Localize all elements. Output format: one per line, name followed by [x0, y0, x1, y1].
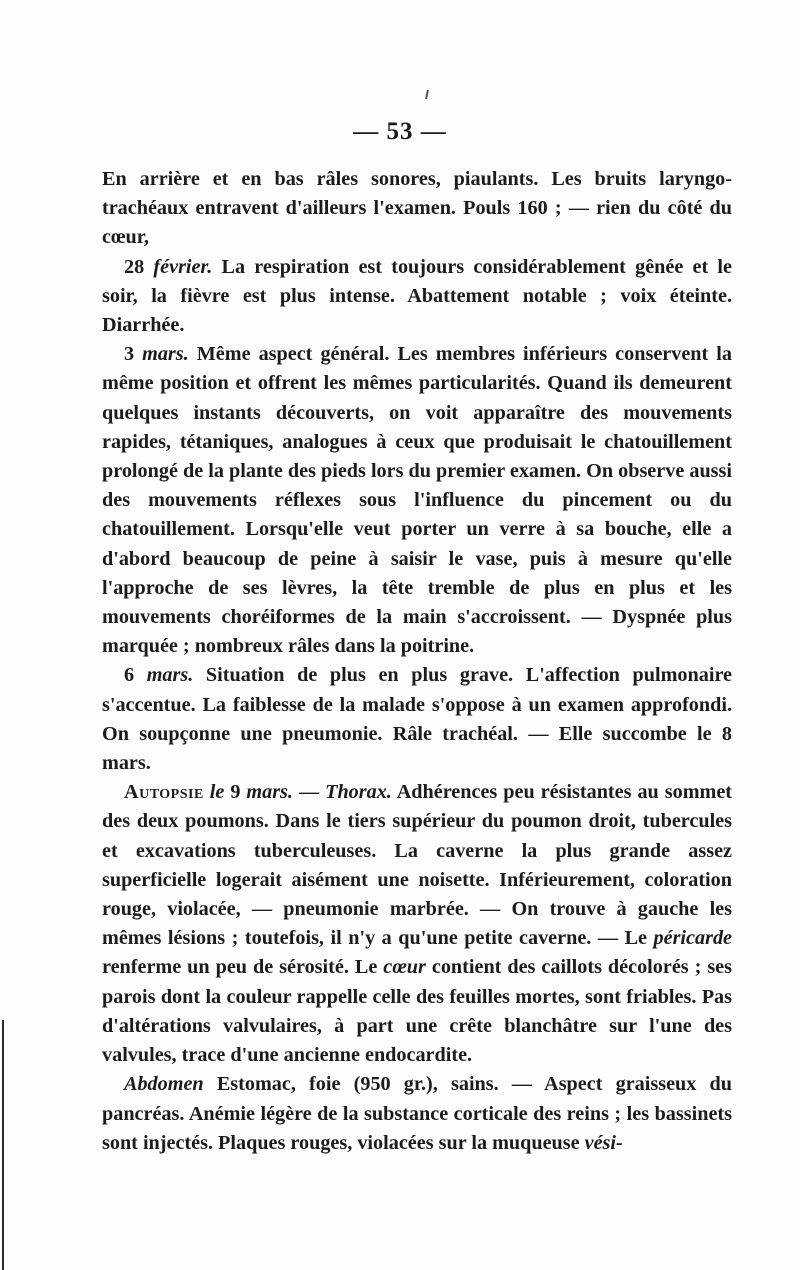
text-run: 9: [224, 781, 247, 804]
text-run: Situation de plus en plus grave. L'affection pulmonaire s'accentue. La faiblesse de la malade s'oppose à un examen approfondi. On soupçonne une pneumonie. Râle trachéal. — Elle succombe le 8 mars.: [102, 664, 733, 775]
text-run: mars.: [146, 664, 194, 687]
paragraph: [102, 253, 732, 341]
body-text: [102, 165, 732, 1158]
text-run: La respiration est toujours considérablement gênée et le soir, la fièvre est plus intense. Abattement notable ; voix éteinte. Diarrhée.: [102, 255, 733, 337]
page-number: — 53 —: [353, 118, 447, 145]
paragraph: [102, 340, 732, 661]
text-run: Thorax.: [325, 781, 392, 804]
text-run: mars.: [246, 781, 293, 804]
text-run: renferme un peu de sérosité. Le: [102, 956, 384, 979]
text-run: vési-: [584, 1131, 623, 1154]
text-run: —: [292, 781, 326, 804]
text-run: cœur: [383, 956, 426, 979]
text-run: Autopsie: [124, 781, 204, 804]
text-run: février.: [153, 255, 213, 278]
text-run: mars.: [142, 343, 189, 366]
text-run: Même aspect général. Les membres inférieurs conservent la même position et offrent les mêmes particularités. Quand ils demeurent quelques instants découverts, on voit apparaître des mouvements rapides, tétaniques, analogues à ceux que produisait le chatouillement prolongé de la plante des pieds lors du premier examen. On observe aussi des mouvements réflexes sous l'influence du pincement ou du chatouillement. Lorsqu'elle veut porter un verre à sa bouche, elle a d'abord beaucoup de peine à saisir le vase, puis à mesure qu'elle l'approche de ses lèvres, la tête tremble de plus en plus et les mouvements choréiformes de la main s'accroissent. — Dyspnée plus marquée ; nombreux râles dans la poitrine.: [102, 343, 732, 658]
text-run: 3: [124, 343, 143, 366]
text-run: Estomac, foie (950 gr.), sains. — Aspect graisseux du pancréas. Anémie légère de la substance corticale des reins ; les bassinets sont injectés. Plaques rouges, violacées sur la muqueuse: [102, 1073, 732, 1154]
text-run: Abdomen: [124, 1073, 204, 1096]
text-run: 6: [124, 664, 147, 687]
text-run: Adhérences peu résistantes au sommet des deux poumons. Dans le tiers supérieur du poumon droit, tubercules et excavations tuberculeuses. La caverne la plus grande assez superficielle logerait aisément une noisette. Inférieurement, coloration rouge, violacée, — pneumonie marbrée. — On trouve à gauche les mêmes lésions ; toutefois, il n'y a qu'une petite caverne. — Le: [102, 781, 733, 950]
paragraph: [102, 165, 732, 253]
text-run: 28: [124, 255, 154, 278]
page-edge-line: [2, 1020, 4, 1270]
text-run: En arrière et en bas râles sonores, piaulants. Les bruits laryngo-trachéaux entravent d'ailleurs l'examen. Pouls 160 ; — rien du côté du cœur,: [102, 168, 732, 249]
text-run: le: [209, 781, 225, 804]
ink-speck: [425, 90, 429, 99]
text-run: contient des caillots décolorés ; ses parois dont la couleur rappelle celle des feuilles mortes, sont friables. Pas d'altérations valvulaires, à part une crête blanchâtre sur l'une des valvules, trace d'une ancienne endocardite.: [102, 956, 732, 1067]
paragraph: [102, 661, 732, 778]
text-run: péricarde: [653, 927, 732, 950]
paragraph: [102, 778, 732, 1070]
paragraph: [102, 1070, 732, 1158]
